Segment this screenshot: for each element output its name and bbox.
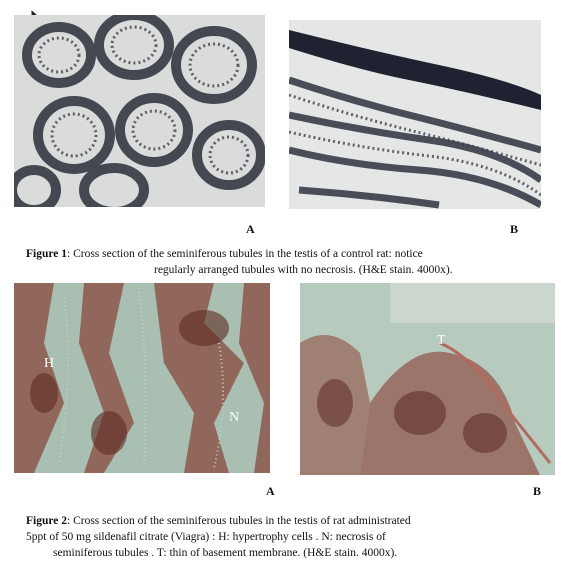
figure2-caption-line3: seminiferous tubules . T: thin of basement membrane. (H&E stain. 4000x).: [53, 547, 398, 559]
figure1-panel-b-label: B: [510, 222, 519, 236]
figure2-caption-title: Figure 2: [26, 515, 67, 527]
figure1-panel-a-micrograph: [14, 15, 265, 207]
figure1-panel-b-micrograph: [289, 20, 541, 209]
figure1-caption-line2: regularly arranged tubules with no necrosis. (H&E stain. 4000x).: [154, 264, 453, 276]
figure2-panel-a-micrograph: [14, 283, 270, 473]
figure2-overlay-t: T: [437, 333, 446, 348]
figure1-caption-line1: [26, 247, 423, 262]
figure1-caption-text1: : Cross section of the seminiferous tubules in the testis of a control rat: notice: [67, 248, 423, 260]
figure2-panel-a-label: A: [266, 484, 275, 498]
figure2-caption-line2: 5ppt of 50 mg sildenafil citrate (Viagra) : H: hypertrophy cells . N: necrosis of: [26, 531, 386, 543]
figure1-caption-title: Figure 1: [26, 248, 67, 260]
figure2-panel-b-label: B: [533, 484, 542, 498]
figure2-overlay-n: N: [229, 410, 240, 425]
figure1-panel-a-label: A: [246, 222, 255, 236]
figure2-caption-text1: : Cross section of the seminiferous tubules in the testis of rat administrated: [67, 515, 411, 527]
figure2-panel-b-micrograph: [300, 283, 555, 475]
figure2-overlay-h: H: [44, 356, 55, 371]
figure2-caption-line1: [26, 514, 411, 529]
